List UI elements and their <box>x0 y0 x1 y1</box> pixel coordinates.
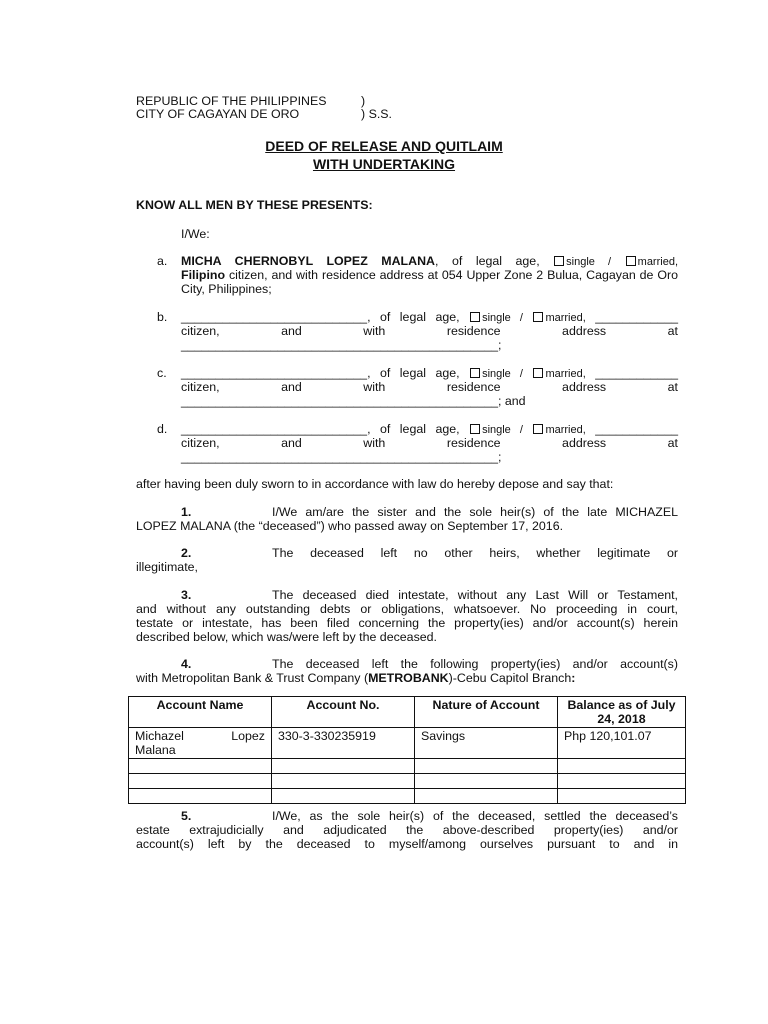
word: address <box>562 436 607 450</box>
party-a-legal-age: , of legal age, <box>434 254 540 268</box>
word: citizen, <box>181 380 220 394</box>
checkbox-single-icon[interactable] <box>470 312 480 322</box>
party-b-single: single / <box>482 312 523 324</box>
party-c-address-blank[interactable]: ______________________________________________; and <box>181 394 526 408</box>
word: residence <box>446 436 501 450</box>
empty-cell <box>129 789 272 804</box>
table-row <box>129 759 686 774</box>
para-4-bank-post: )-Cebu Capitol Branch <box>448 671 572 685</box>
empty-cell <box>272 759 415 774</box>
table-row <box>129 774 686 789</box>
empty-cell <box>272 774 415 789</box>
para-3-number: 3. <box>181 588 192 602</box>
party-b-letter: b. <box>157 310 168 324</box>
venue-mark-1: ) <box>361 94 366 108</box>
word: at <box>667 324 678 338</box>
checkbox-single-icon[interactable] <box>554 256 564 266</box>
party-a-single: single / <box>566 256 612 268</box>
party-b-name-blank[interactable]: ___________________________ <box>181 310 368 324</box>
party-b-legal-age: , of legal age, <box>367 310 460 324</box>
party-a-line1 <box>181 254 678 269</box>
para-1-line2: LOPEZ MALANA (the “deceased”) who passed away on September 17, 2016. <box>136 519 564 533</box>
word: residence <box>446 380 501 394</box>
para-5-number: 5. <box>181 809 192 823</box>
party-c-single: single / <box>482 368 523 380</box>
party-a-details <box>181 268 678 296</box>
party-b-line2 <box>181 324 678 338</box>
para-5-line1: I/We, as the sole heir(s) of the deceased, settled the deceased’s <box>272 809 678 823</box>
empty-cell <box>558 774 686 789</box>
word: residence <box>446 324 501 338</box>
cell-account-no: 330-3-330235919 <box>272 728 415 759</box>
party-b-nationality-blank[interactable]: ____________ <box>595 310 678 324</box>
party-d-address-blank[interactable]: ______________________________________________; <box>181 450 502 464</box>
party-d-married: married, <box>545 424 586 436</box>
word: with <box>363 324 386 338</box>
party-d-line1 <box>181 422 678 437</box>
venue-republic: REPUBLIC OF THE PHILIPPINES <box>136 94 327 108</box>
party-d-legal-age: , of legal age, <box>367 422 460 436</box>
checkbox-married-icon[interactable] <box>533 368 543 378</box>
checkbox-married-icon[interactable] <box>533 424 543 434</box>
party-a-rest: citizen, and with residence address at 054 Upper Zone 2 Bulua, Cagayan de Oro City, Philippines; <box>181 268 678 296</box>
checkbox-married-icon[interactable] <box>533 312 543 322</box>
para-2-number: 2. <box>181 546 192 560</box>
party-d-single: single / <box>482 424 523 436</box>
party-c-legal-age: , of legal age, <box>367 366 460 380</box>
para-4-line1: The deceased left the following property(ies) and/or account(s) <box>272 657 678 671</box>
party-b-line1 <box>181 310 678 325</box>
word: with <box>363 436 386 450</box>
deed-title-line1: DEED OF RELEASE AND QUITLAIM <box>265 138 503 154</box>
venue-city: CITY OF CAGAYAN DE ORO <box>136 107 300 121</box>
word: at <box>667 380 678 394</box>
para-4-number: 4. <box>181 657 192 671</box>
para-3-line1: The deceased died intestate, without any Last Will or Testament, <box>272 588 678 602</box>
word: and <box>281 380 302 394</box>
para-1-number: 1. <box>181 505 192 519</box>
header-account-name: Account Name <box>129 697 272 728</box>
party-c-line2 <box>181 380 678 394</box>
para-3-line4: described below, which was/were left by the deceased. <box>136 630 437 644</box>
party-c-married: married, <box>545 368 586 380</box>
para-4-colon: : <box>571 671 576 685</box>
header-account-no: Account No. <box>272 697 415 728</box>
empty-cell <box>415 789 558 804</box>
empty-cell <box>558 759 686 774</box>
party-c-line1 <box>181 366 678 381</box>
empty-cell <box>415 759 558 774</box>
sworn-statement: after having been duly sworn to in accordance with law do hereby depose and say that: <box>136 477 614 491</box>
table-header-row <box>129 697 686 728</box>
para-5-line2: estate extrajudicially and adjudicated the above-described property(ies) and/or <box>136 823 678 837</box>
word: citizen, <box>181 324 220 338</box>
parties-intro: I/We: <box>181 227 210 241</box>
opening-line: KNOW ALL MEN BY THESE PRESENTS: <box>136 198 373 212</box>
checkbox-single-icon[interactable] <box>470 424 480 434</box>
cell-balance: Php 120,101.07 <box>558 728 686 759</box>
venue-mark-2: ) S.S. <box>361 107 392 121</box>
word: address <box>562 324 607 338</box>
party-a-nationality: Filipino <box>181 268 226 282</box>
word: at <box>667 436 678 450</box>
empty-cell <box>272 789 415 804</box>
party-d-nationality-blank[interactable]: ____________ <box>595 422 678 436</box>
header-nature: Nature of Account <box>415 697 558 728</box>
para-3-line3: testate or intestate, has been filed concerning the property(ies) and/or account(s) herein <box>136 616 678 630</box>
party-a-letter: a. <box>157 254 168 268</box>
party-d-line2 <box>181 436 678 450</box>
word: with <box>363 380 386 394</box>
para-1-line1: I/We am/are the sister and the sole heir(s) of the late MICHAZEL <box>272 505 678 519</box>
table-row <box>129 789 686 804</box>
word: citizen, <box>181 436 220 450</box>
accounts-table <box>128 696 686 804</box>
empty-cell <box>415 774 558 789</box>
party-d-name-blank[interactable]: ___________________________ <box>181 422 368 436</box>
party-a-name: MICHA CHERNOBYL LOPEZ MALANA <box>181 254 435 268</box>
table-row <box>129 728 686 759</box>
para-4-line2 <box>136 671 575 685</box>
empty-cell <box>129 759 272 774</box>
party-c-nationality-blank[interactable]: ____________ <box>595 366 678 380</box>
header-balance: Balance as of July 24, 2018 <box>558 697 686 728</box>
checkbox-married-icon[interactable] <box>626 256 636 266</box>
empty-cell <box>558 789 686 804</box>
party-b-address-blank[interactable]: ______________________________________________; <box>181 338 502 352</box>
para-2-line1: The deceased left no other heirs, whether legitimate or <box>272 546 678 560</box>
para-5-line3: account(s) left by the deceased to myself/among ourselves pursuant to and in <box>136 837 678 851</box>
word: address <box>562 380 607 394</box>
party-c-name-blank[interactable]: ___________________________ <box>181 366 368 380</box>
para-2-line2: illegitimate, <box>136 560 198 574</box>
para-4-bank-short: METROBANK <box>368 671 449 685</box>
party-b-married: married, <box>545 312 586 324</box>
party-a-married: married, <box>637 256 678 268</box>
cell-account-name: Michazel Lopez Malana <box>129 728 272 759</box>
cell-nature: Savings <box>415 728 558 759</box>
party-c-letter: c. <box>157 366 167 380</box>
para-4-bank-pre: with Metropolitan Bank & Trust Company ( <box>136 671 369 685</box>
empty-cell <box>129 774 272 789</box>
word: and <box>281 324 302 338</box>
deed-title-line2: WITH UNDERTAKING <box>312 156 456 172</box>
para-3-line2: and without any outstanding debts or obligations, whatsoever. No proceeding in court, <box>136 602 678 616</box>
party-d-letter: d. <box>157 422 168 436</box>
checkbox-single-icon[interactable] <box>470 368 480 378</box>
word: and <box>281 436 302 450</box>
